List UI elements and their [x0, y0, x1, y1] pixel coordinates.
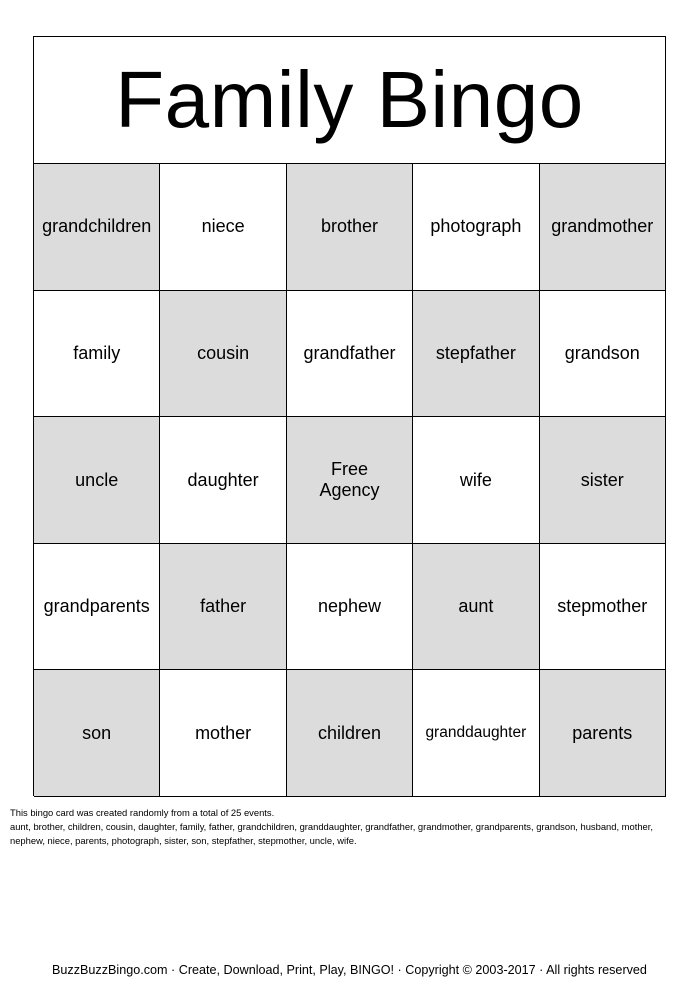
bingo-cell: grandson — [540, 291, 666, 418]
bingo-cell: brother — [287, 164, 413, 291]
card-info — [10, 806, 690, 848]
bingo-cell: photograph — [413, 164, 539, 291]
bingo-cell: family — [34, 291, 160, 418]
bingo-cell: son — [34, 670, 160, 797]
bingo-cell: sister — [540, 417, 666, 544]
bingo-cell: uncle — [34, 417, 160, 544]
bingo-grid — [34, 164, 666, 797]
bingo-cell: grandmother — [540, 164, 666, 291]
bingo-cell: niece — [160, 164, 286, 291]
bingo-cell: Free Agency — [287, 417, 413, 544]
footer-text: BuzzBuzzBingo.com · Create, Download, Print, Play, BINGO! · Copyright © 2003-2017 · All rights reserved — [52, 963, 647, 977]
bingo-cell: cousin — [160, 291, 286, 418]
bingo-cell: children — [287, 670, 413, 797]
bingo-cell: grandchildren — [34, 164, 160, 291]
bingo-cell: daughter — [160, 417, 286, 544]
bingo-cell: mother — [160, 670, 286, 797]
bingo-cell: grandparents — [34, 544, 160, 671]
info-line-summary: This bingo card was created randomly from a total of 25 events. — [10, 807, 275, 818]
bingo-cell: granddaughter — [413, 670, 539, 797]
card-title: Family Bingo — [34, 37, 666, 164]
bingo-cell: nephew — [287, 544, 413, 671]
bingo-cell: grandfather — [287, 291, 413, 418]
bingo-cell: aunt — [413, 544, 539, 671]
bingo-cell: stepfather — [413, 291, 539, 418]
bingo-cell: stepmother — [540, 544, 666, 671]
info-line-events-1: aunt, brother, children, cousin, daughter, family, father, grandchildren, granddaughter, grandfather, grandmother, grandparents, grandson, husband, mother, — [10, 821, 653, 832]
bingo-cell: wife — [413, 417, 539, 544]
bingo-cell: parents — [540, 670, 666, 797]
info-line-events-2: nephew, niece, parents, photograph, sister, son, stepfather, stepmother, uncle, wife. — [10, 835, 357, 846]
bingo-cell: father — [160, 544, 286, 671]
bingo-card — [33, 36, 666, 796]
